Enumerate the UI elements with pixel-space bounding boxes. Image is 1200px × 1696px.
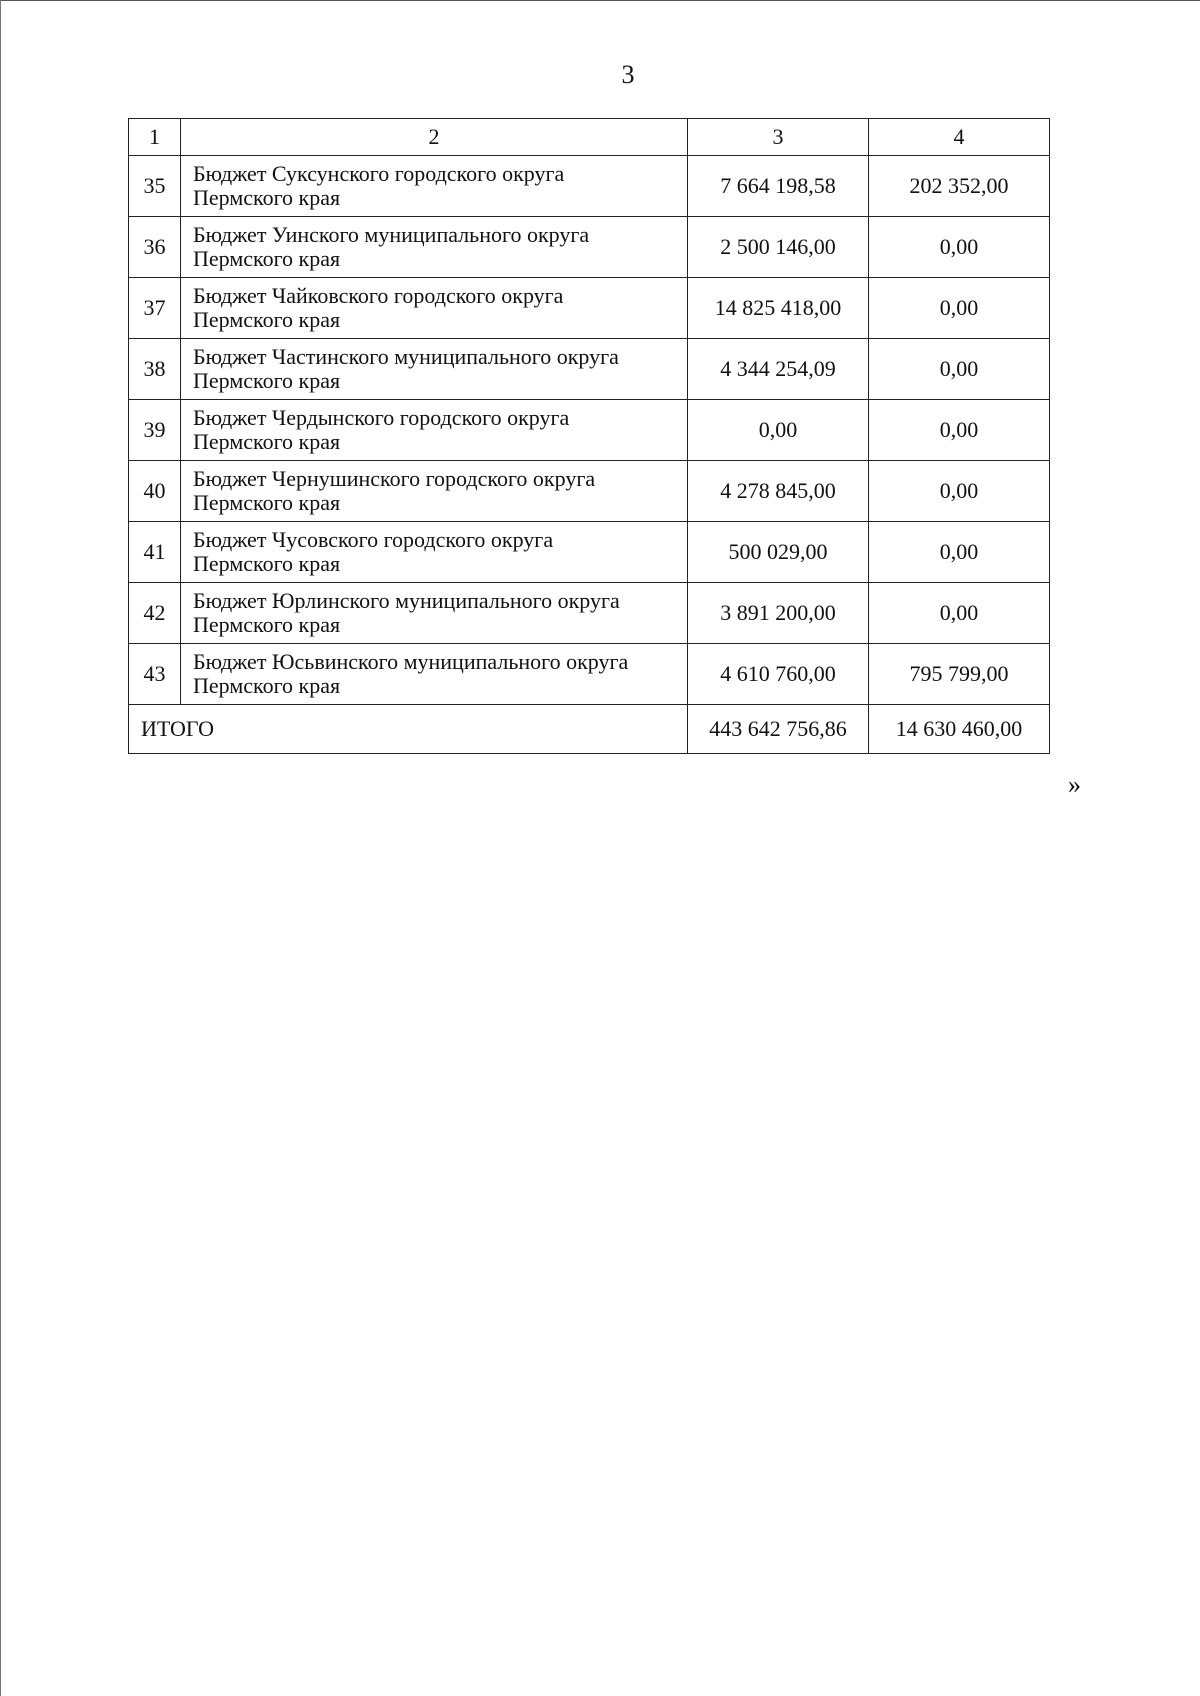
- budget-name: [181, 156, 688, 217]
- amount-col3: 4 344 254,09: [688, 339, 869, 400]
- closing-quote-mark: »: [1068, 770, 1081, 799]
- header-cell: 2: [181, 119, 688, 156]
- amount-col4: 0,00: [869, 461, 1050, 522]
- budget-name-line2: Пермского края: [193, 673, 341, 698]
- budget-table: [128, 118, 1050, 754]
- amount-col3: 2 500 146,00: [688, 217, 869, 278]
- row-number: 43: [129, 644, 181, 705]
- budget-name-line2: Пермского края: [193, 246, 341, 271]
- amount-col3: 0,00: [688, 400, 869, 461]
- amount-col4: 0,00: [869, 278, 1050, 339]
- total-col3: 443 642 756,86: [688, 705, 869, 754]
- budget-name: [181, 217, 688, 278]
- header-cell: 1: [129, 119, 181, 156]
- total-label: ИТОГО: [129, 705, 688, 754]
- budget-name-line2: Пермского края: [193, 551, 341, 576]
- row-number: 37: [129, 278, 181, 339]
- amount-col3: 4 610 760,00: [688, 644, 869, 705]
- budget-name-line1: Бюджет Чайковского городского округа: [193, 283, 564, 308]
- amount-col3: 3 891 200,00: [688, 583, 869, 644]
- budget-name: [181, 278, 688, 339]
- amount-col4: 0,00: [869, 522, 1050, 583]
- table-row: [129, 278, 1050, 339]
- budget-name: [181, 583, 688, 644]
- header-cell: 4: [869, 119, 1050, 156]
- header-cell: 3: [688, 119, 869, 156]
- row-number: 39: [129, 400, 181, 461]
- amount-col4: 0,00: [869, 400, 1050, 461]
- table-row: [129, 156, 1050, 217]
- table-header-row: [129, 119, 1050, 156]
- budget-name-line1: Бюджет Чердынского городского округа: [193, 405, 570, 430]
- table-row: [129, 217, 1050, 278]
- amount-col3: 4 278 845,00: [688, 461, 869, 522]
- row-number: 38: [129, 339, 181, 400]
- budget-name-line2: Пермского края: [193, 429, 341, 454]
- table-row: [129, 522, 1050, 583]
- budget-name-line2: Пермского края: [193, 490, 341, 515]
- budget-table-body: [129, 119, 1050, 754]
- budget-name: [181, 522, 688, 583]
- total-row: [129, 705, 1050, 754]
- budget-name-line1: Бюджет Чернушинского городского округа: [193, 466, 596, 491]
- row-number: 36: [129, 217, 181, 278]
- budget-name-line1: Бюджет Суксунского городского округа: [193, 161, 565, 186]
- page-edge-top: [0, 0, 1200, 1]
- budget-name: [181, 644, 688, 705]
- row-number: 41: [129, 522, 181, 583]
- amount-col3: 14 825 418,00: [688, 278, 869, 339]
- row-number: 35: [129, 156, 181, 217]
- budget-name-line1: Бюджет Уинского муниципального округа: [193, 222, 590, 247]
- table-row: [129, 644, 1050, 705]
- total-col4: 14 630 460,00: [869, 705, 1050, 754]
- budget-name-line2: Пермского края: [193, 307, 341, 332]
- amount-col3: 500 029,00: [688, 522, 869, 583]
- budget-name-line1: Бюджет Частинского муниципального округа: [193, 344, 619, 369]
- budget-name-line1: Бюджет Чусовского городского округа: [193, 527, 554, 552]
- budget-name: [181, 339, 688, 400]
- budget-name-line2: Пермского края: [193, 612, 341, 637]
- amount-col4: 795 799,00: [869, 644, 1050, 705]
- budget-name-line1: Бюджет Юрлинского муниципального округа: [193, 588, 620, 613]
- budget-name-line1: Бюджет Юсьвинского муниципального округа: [193, 649, 629, 674]
- budget-name-line2: Пермского края: [193, 185, 341, 210]
- amount-col4: 0,00: [869, 583, 1050, 644]
- page-edge-left: [0, 0, 1, 1696]
- budget-name: [181, 461, 688, 522]
- amount-col4: 0,00: [869, 339, 1050, 400]
- table-row: [129, 400, 1050, 461]
- row-number: 42: [129, 583, 181, 644]
- budget-name-line2: Пермского края: [193, 368, 341, 393]
- table-row: [129, 583, 1050, 644]
- amount-col4: 202 352,00: [869, 156, 1050, 217]
- amount-col3: 7 664 198,58: [688, 156, 869, 217]
- table-row: [129, 339, 1050, 400]
- amount-col4: 0,00: [869, 217, 1050, 278]
- table-row: [129, 461, 1050, 522]
- page-number: 3: [621, 60, 635, 89]
- budget-name: [181, 400, 688, 461]
- row-number: 40: [129, 461, 181, 522]
